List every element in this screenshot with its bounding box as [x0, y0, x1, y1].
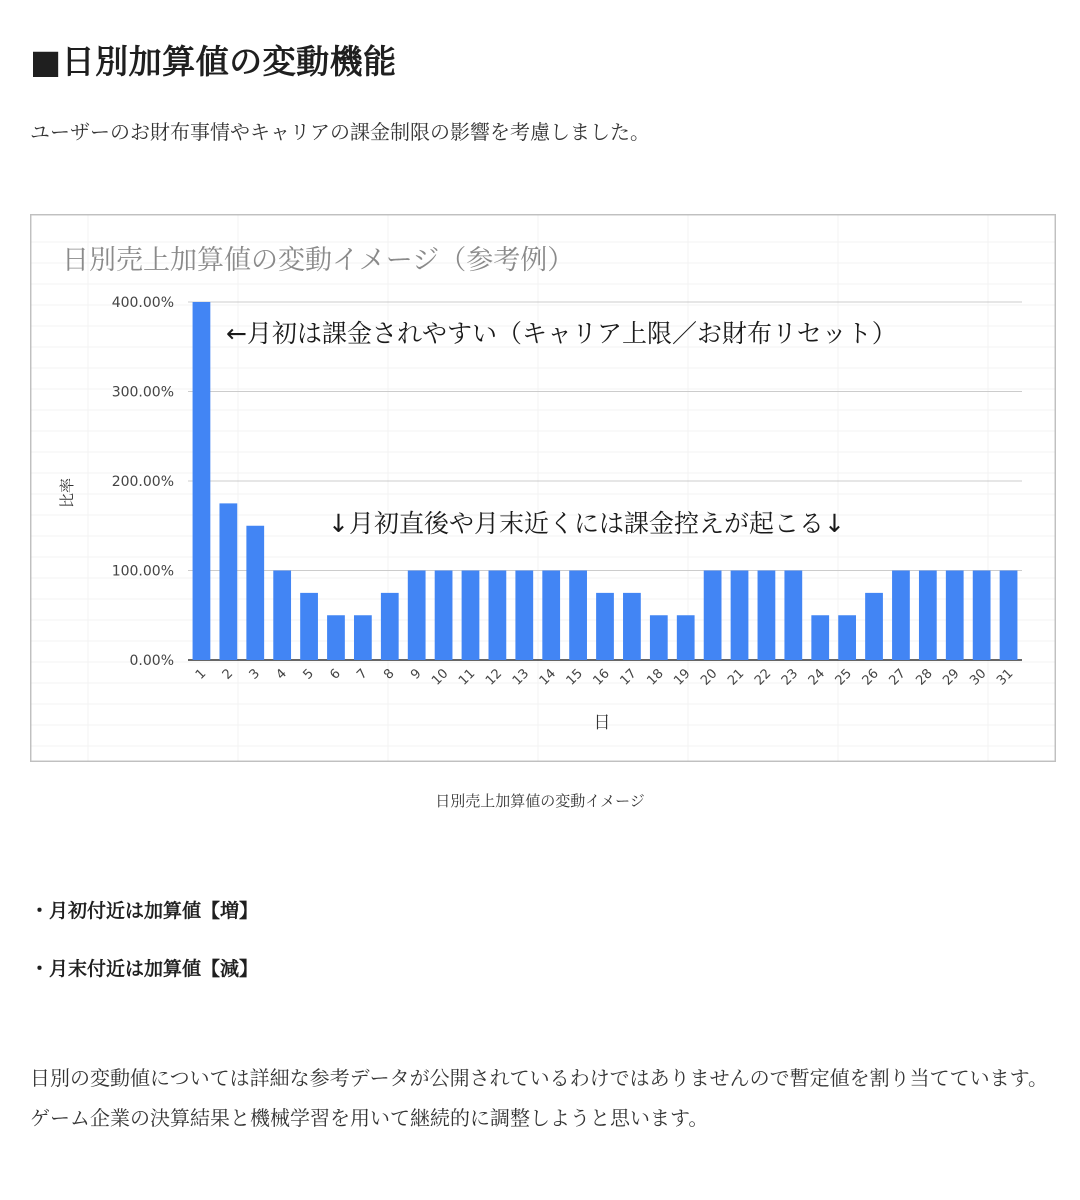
bar-day-30 [973, 571, 991, 661]
x-tick-label: 27 [886, 666, 909, 689]
page-title: ■日別加算値の変動機能 [30, 42, 397, 81]
x-tick-label: 1 [192, 666, 210, 683]
x-tick-label: 13 [509, 666, 533, 689]
x-tick-label: 11 [456, 666, 479, 689]
bar-day-15 [569, 571, 587, 661]
bar-day-16 [596, 593, 614, 660]
x-tick-label: 28 [913, 666, 936, 689]
y-tick-label: 300.00% [111, 384, 174, 401]
x-axis-ticks [193, 666, 1017, 688]
bar-day-25 [838, 615, 856, 660]
bar-day-11 [462, 571, 480, 661]
x-tick-label: 14 [536, 666, 560, 689]
x-tick-label: 22 [751, 666, 775, 689]
x-tick-label: 7 [354, 666, 371, 683]
bar-day-18 [650, 615, 668, 660]
x-tick-label: 9 [408, 666, 425, 683]
y-tick-label: 200.00% [111, 474, 174, 490]
body-paragraph: 日別の変動値については詳細な参考データが公開されているわけではありませんので暫定値を割り当てています。ゲーム企業の決算結果と機械学習を用いて継続的に調整しようと思います。 [30, 1066, 1048, 1130]
x-tick-label: 10 [429, 666, 452, 689]
bar-day-4 [273, 571, 291, 661]
annotation-spending-pause: ↓月初直後や月末近くには課金控えが起こる↓ [328, 509, 845, 538]
bar-day-2 [219, 503, 237, 660]
x-tick-label: 16 [590, 666, 613, 689]
bar-day-8 [381, 593, 399, 660]
bar-day-1 [193, 302, 211, 660]
x-tick-label: 19 [671, 666, 694, 689]
y-tick-label: 100.00% [111, 563, 174, 580]
bar-day-3 [246, 526, 264, 660]
x-tick-label: 31 [994, 666, 1017, 689]
x-tick-label: 24 [805, 666, 829, 689]
bar-day-10 [435, 571, 453, 661]
bar-day-14 [542, 571, 560, 661]
bullet-month-end: ・月末付近は加算値【減】 [30, 958, 259, 980]
bar-day-7 [354, 615, 372, 660]
x-tick-label: 30 [967, 666, 990, 689]
bullet-month-start: ・月初付近は加算値【増】 [30, 900, 259, 922]
x-tick-label: 3 [246, 666, 264, 683]
bar-day-19 [677, 615, 695, 660]
bar-day-31 [1000, 571, 1018, 661]
y-axis-label: 比率 [58, 477, 76, 509]
bar-day-12 [489, 571, 507, 661]
x-tick-label: 6 [327, 666, 344, 683]
x-tick-label: 12 [482, 666, 506, 689]
x-tick-label: 2 [219, 666, 237, 683]
bar-day-27 [892, 571, 910, 661]
bar-day-22 [758, 571, 776, 661]
bar-day-26 [865, 593, 883, 660]
x-tick-label: 5 [300, 666, 317, 683]
bar-day-24 [811, 615, 829, 660]
bar-day-13 [515, 571, 533, 661]
x-tick-label: 20 [698, 666, 721, 689]
bar-day-9 [408, 571, 426, 661]
x-tick-label: 18 [644, 666, 667, 689]
bar-day-17 [623, 593, 641, 660]
x-tick-label: 4 [273, 666, 290, 683]
x-tick-label: 21 [725, 666, 748, 689]
bar-day-6 [327, 615, 345, 660]
bar-day-20 [704, 571, 722, 661]
bar-day-28 [919, 571, 937, 661]
x-tick-label: 26 [859, 666, 882, 689]
chart-figure [30, 214, 1056, 762]
bar-chart [30, 214, 1056, 762]
chart-title: 日別売上加算値の変動イメージ（参考例） [62, 245, 575, 276]
bar-day-5 [300, 593, 318, 660]
x-axis-label: 日 [593, 713, 611, 733]
x-tick-label: 8 [381, 666, 398, 683]
intro-text: ユーザーのお財布事情やキャリアの課金制限の影響を考慮しました。 [30, 120, 650, 144]
x-tick-label: 23 [778, 666, 802, 689]
x-tick-label: 15 [563, 666, 586, 689]
bar-day-23 [784, 571, 802, 661]
x-tick-label: 17 [617, 666, 640, 689]
bar-day-21 [731, 571, 749, 661]
bar-day-29 [946, 571, 964, 661]
y-axis-ticks [112, 295, 174, 669]
y-tick-label: 0.00% [129, 653, 174, 669]
y-tick-label: 400.00% [111, 295, 174, 311]
x-tick-label: 25 [832, 666, 855, 689]
annotation-month-start: ←月初は課金されやすい（キャリア上限／お財布リセット） [226, 319, 897, 348]
x-tick-label: 29 [940, 666, 963, 689]
figure-caption: 日別売上加算値の変動イメージ [435, 792, 645, 810]
